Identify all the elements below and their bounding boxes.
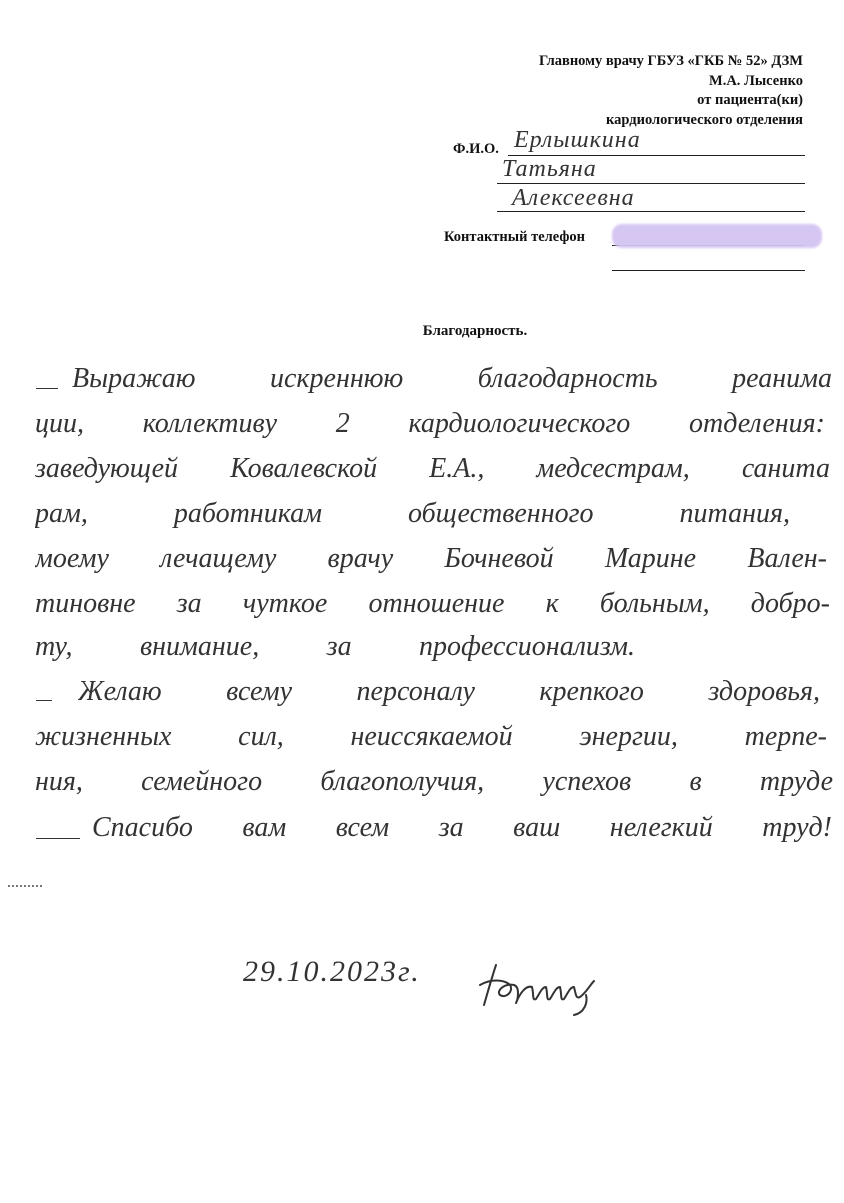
body-line: Желаю всему персоналу крепкого здоровья,	[78, 676, 820, 707]
body-line: тиновне за чуткое отношение к больным, добро-	[35, 588, 830, 619]
document-title: Благодарность.	[422, 323, 528, 339]
addressee-line: Главному врачу ГБУЗ «ГКБ № 52» ДЗМ	[539, 53, 803, 69]
fio-name: Татьяна	[502, 156, 597, 182]
body-line: ния, семейного благополучия, успехов в труде	[35, 766, 833, 797]
body-line: рам, работникам общественного питания,	[35, 498, 790, 529]
body-line: Спасибо вам всем за ваш нелегкий труд!	[92, 812, 832, 843]
addressee-block	[539, 52, 803, 130]
letter-date: 29.10.2023г.	[243, 955, 421, 988]
phone-label: Контактный телефон	[444, 229, 586, 245]
fio-label: Ф.И.О.	[453, 141, 499, 157]
department-line: кардиологического отделения	[606, 111, 803, 128]
body-line: ции, коллективу 2 кардиологического отделения:	[35, 408, 825, 439]
line-filler-stroke	[36, 838, 80, 839]
signature	[470, 955, 610, 1020]
body-line: моему лечащему врачу Бочневой Марине Вален-	[35, 543, 827, 574]
margin-dots	[8, 885, 42, 887]
body-line: ту, внимание, за профессионализм.	[35, 631, 635, 662]
fio-patronymic: Алексеевна	[512, 185, 635, 211]
body-line: жизненных сил, неиссякаемой энергии, терпе-	[35, 721, 827, 752]
redaction-mark	[612, 224, 822, 248]
from-patient-line: от пациента(ки)	[697, 92, 803, 108]
body-line: Выражаю искреннюю благодарность реанима	[72, 363, 832, 394]
chief-doctor-name: М.А. Лысенко	[709, 72, 803, 89]
fio-line-2	[497, 183, 805, 184]
fio-surname: Ерлышкина	[514, 127, 641, 153]
line-filler-stroke	[36, 388, 58, 389]
line-filler-stroke	[36, 700, 52, 701]
phone-line-extra	[612, 270, 805, 271]
body-line: заведующей Ковалевской Е.А., медсестрам, санита	[35, 453, 830, 484]
